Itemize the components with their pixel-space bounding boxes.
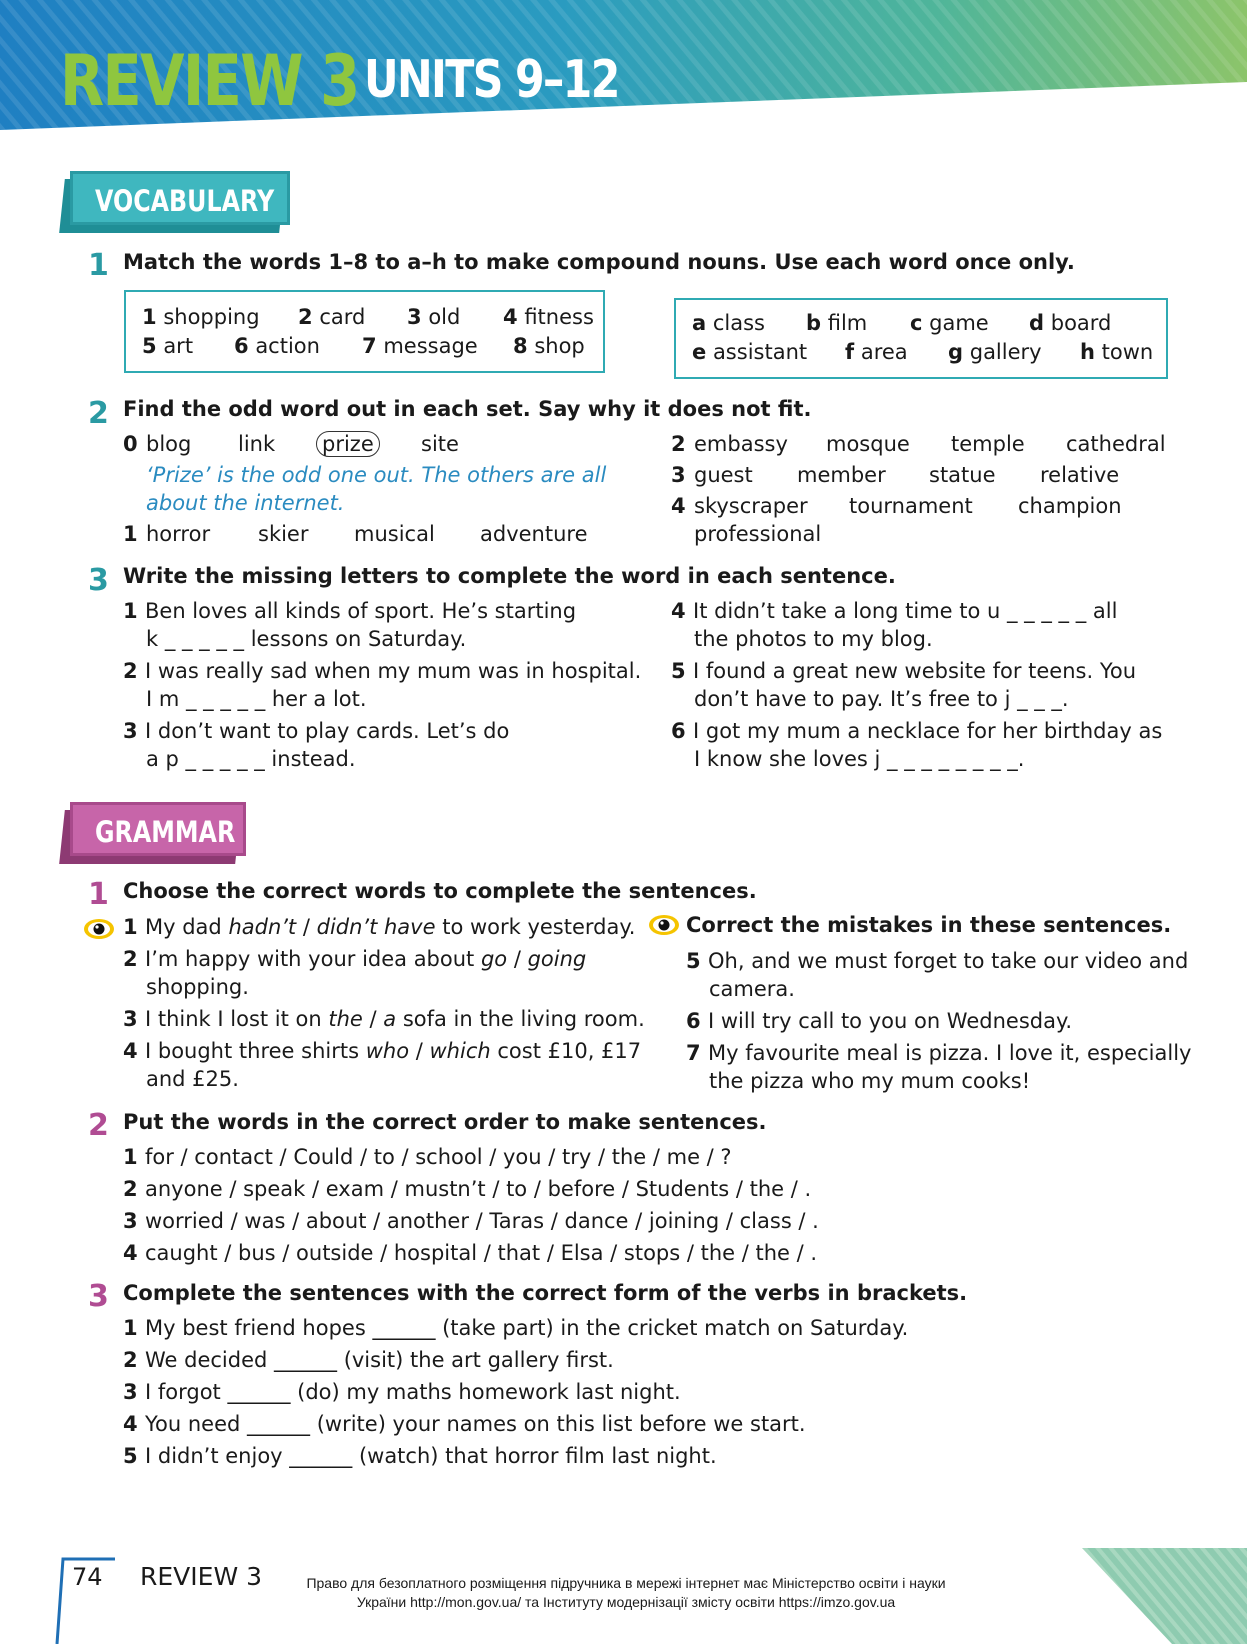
sentence-item: 5 Oh, and we must forget to take our video and: [686, 949, 1189, 973]
sentence-item-continued: I m _ _ _ _ _ her a lot.: [146, 687, 367, 711]
word-item: c game: [910, 311, 989, 335]
word-item: 7 message: [362, 334, 478, 358]
word-item: 1 shopping: [142, 305, 260, 329]
vocab-ex1-number: 1: [88, 248, 109, 283]
sentence-item: 5 I found a great new website for teens. You: [671, 659, 1137, 683]
sentence-item-continued: shopping.: [146, 975, 249, 999]
footer-section-label: REVIEW 3: [140, 1562, 263, 1591]
word-item: champion: [1018, 494, 1122, 518]
vocab-ex3-number: 3: [88, 563, 109, 598]
example-answer: about the internet.: [146, 491, 345, 515]
word-item: member: [797, 463, 886, 487]
word-item: cathedral: [1066, 432, 1166, 456]
item-number: 3: [671, 463, 686, 487]
example-item: 0: [123, 432, 138, 456]
grammar-tag-label: GRAMMAR: [95, 815, 236, 849]
grammar-ex2-instruction: Put the words in the correct order to make sentences.: [123, 1110, 767, 1134]
grammar-ex3-number: 3: [88, 1279, 109, 1314]
grammar-ex2-number: 2: [88, 1108, 109, 1143]
word-item: statue: [929, 463, 996, 487]
sentence-item: 1 My best friend hopes ______ (take part) in the cricket match on Saturday.: [123, 1316, 909, 1340]
sentence-item-continued: and £25.: [146, 1067, 239, 1091]
sentence-item: 4 I bought three shirts who / which cost £10, £17: [123, 1039, 642, 1063]
word-item: blog: [146, 432, 192, 456]
item-number: 4: [671, 494, 686, 518]
word-item: link: [238, 432, 276, 456]
word-item: skyscraper: [694, 494, 808, 518]
word-item: 4 fitness: [503, 305, 594, 329]
item-number: 2: [671, 432, 686, 456]
vocab-ex1-instruction: Match the words 1–8 to a–h to make compound nouns. Use each word once only.: [123, 250, 1075, 274]
sentence-item: 1 My dad hadn’t / didn’t have to work yesterday.: [123, 915, 636, 939]
sentence-item-continued: the photos to my blog.: [694, 627, 933, 651]
vocab-ex2-instruction: Find the odd word out in each set. Say why it does not fit.: [123, 397, 812, 421]
sentence-item: 3 worried / was / about / another / Taras / dance / joining / class / .: [123, 1209, 819, 1233]
units-title: UNITS 9–12: [364, 50, 619, 110]
corner-decoration: [1082, 1548, 1247, 1644]
example-answer: ‘Prize’ is the odd one out. The others are all: [146, 463, 607, 487]
word-item: tournament: [849, 494, 973, 518]
word-item: musical: [354, 522, 435, 546]
mistakes-instruction: Correct the mistakes in these sentences.: [686, 913, 1172, 937]
sentence-item: 2 I was really sad when my mum was in hospital.: [123, 659, 642, 683]
word-item: g gallery: [948, 340, 1042, 364]
sentence-item: 2 We decided ______ (visit) the art gallery first.: [123, 1348, 614, 1372]
word-item: d board: [1029, 311, 1112, 335]
word-item: 2 card: [298, 305, 366, 329]
circled-answer: prize: [316, 430, 380, 458]
numbered-word-box: [124, 290, 605, 373]
sentence-item: 6 I will try call to you on Wednesday.: [686, 1009, 1073, 1033]
sentence-item: 4 It didn’t take a long time to u _ _ _ _ _ all: [671, 599, 1118, 623]
grammar-ex1-number: 1: [88, 877, 109, 912]
word-item: temple: [951, 432, 1025, 456]
sentence-item: 2 anyone / speak / exam / mustn’t / to / before / Students / the / .: [123, 1177, 812, 1201]
sentence-item: 7 My favourite meal is pizza. I love it, especially: [686, 1041, 1192, 1065]
grammar-ex1-instruction: Choose the correct words to complete the sentences.: [123, 879, 757, 903]
sentence-item: 3 I think I lost it on the / a sofa in the living room.: [123, 1007, 645, 1031]
word-item: professional: [694, 522, 822, 546]
sentence-item-continued: don’t have to pay. It’s free to j _ _ _.: [694, 687, 1069, 711]
sentence-item: 3 I don’t want to play cards. Let’s do: [123, 719, 510, 743]
sentence-item: 1 Ben loves all kinds of sport. He’s starting: [123, 599, 577, 623]
word-item: skier: [258, 522, 309, 546]
sentence-item-continued: camera.: [709, 977, 795, 1001]
sentence-item-continued: the pizza who my mum cooks!: [709, 1069, 1031, 1093]
word-item: 5 art: [142, 334, 194, 358]
sentence-item: 3 I forgot ______ (do) my maths homework last night.: [123, 1380, 681, 1404]
sentence-item: 1 for / contact / Could / to / school / you / try / the / me / ?: [123, 1145, 732, 1169]
word-item: 8 shop: [513, 334, 585, 358]
sentence-item: 4 You need ______ (write) your names on this list before we start.: [123, 1412, 806, 1436]
word-item: a class: [692, 311, 765, 335]
copyright-notice: Право для безоплатного розміщення підручника в мережі інтернет має Міністерство освіти і науки України http://mon.gov.ua/ та Інституту модернізації змісту освіти https://imzo.gov.ua: [306, 1575, 946, 1610]
eye-icon: [648, 914, 680, 936]
sentence-item: 5 I didn’t enjoy ______ (watch) that horror film last night.: [123, 1444, 717, 1468]
word-item: horror: [146, 522, 211, 546]
word-item: embassy: [694, 432, 788, 456]
word-item: b film: [806, 311, 868, 335]
word-item: f area: [845, 340, 908, 364]
vocabulary-section-tag: [62, 171, 290, 233]
sentence-item: 4 caught / bus / outside / hospital / that / Elsa / stops / the / the / .: [123, 1241, 818, 1265]
vocabulary-tag-label: VOCABULARY: [95, 184, 275, 218]
word-item: e assistant: [692, 340, 808, 364]
word-item: site: [421, 432, 459, 456]
word-item: 3 old: [407, 305, 461, 329]
page-number: 74: [72, 1563, 103, 1591]
sentence-item-continued: a p _ _ _ _ _ instead.: [146, 747, 356, 771]
review-title: REVIEW 3: [60, 40, 359, 122]
grammar-ex3-instruction: Complete the sentences with the correct form of the verbs in brackets.: [123, 1281, 968, 1305]
grammar-section-tag: [62, 802, 244, 864]
item-number: 1: [123, 522, 138, 546]
vocab-ex3-instruction: Write the missing letters to complete the word in each sentence.: [123, 564, 896, 588]
word-item: 6 action: [234, 334, 320, 358]
eye-icon: [83, 918, 115, 940]
sentence-item-continued: k _ _ _ _ _ lessons on Saturday.: [146, 627, 467, 651]
sentence-item: 6 I got my mum a necklace for her birthday as: [671, 719, 1163, 743]
sentence-item-continued: I know she loves j _ _ _ _ _ _ _ _.: [694, 747, 1025, 771]
word-item: adventure: [480, 522, 588, 546]
word-item: guest: [694, 463, 753, 487]
word-item: h town: [1080, 340, 1154, 364]
word-item: mosque: [826, 432, 910, 456]
vocab-ex2-number: 2: [88, 396, 109, 431]
word-item: relative: [1040, 463, 1120, 487]
sentence-item: 2 I’m happy with your idea about go / going: [123, 947, 587, 971]
